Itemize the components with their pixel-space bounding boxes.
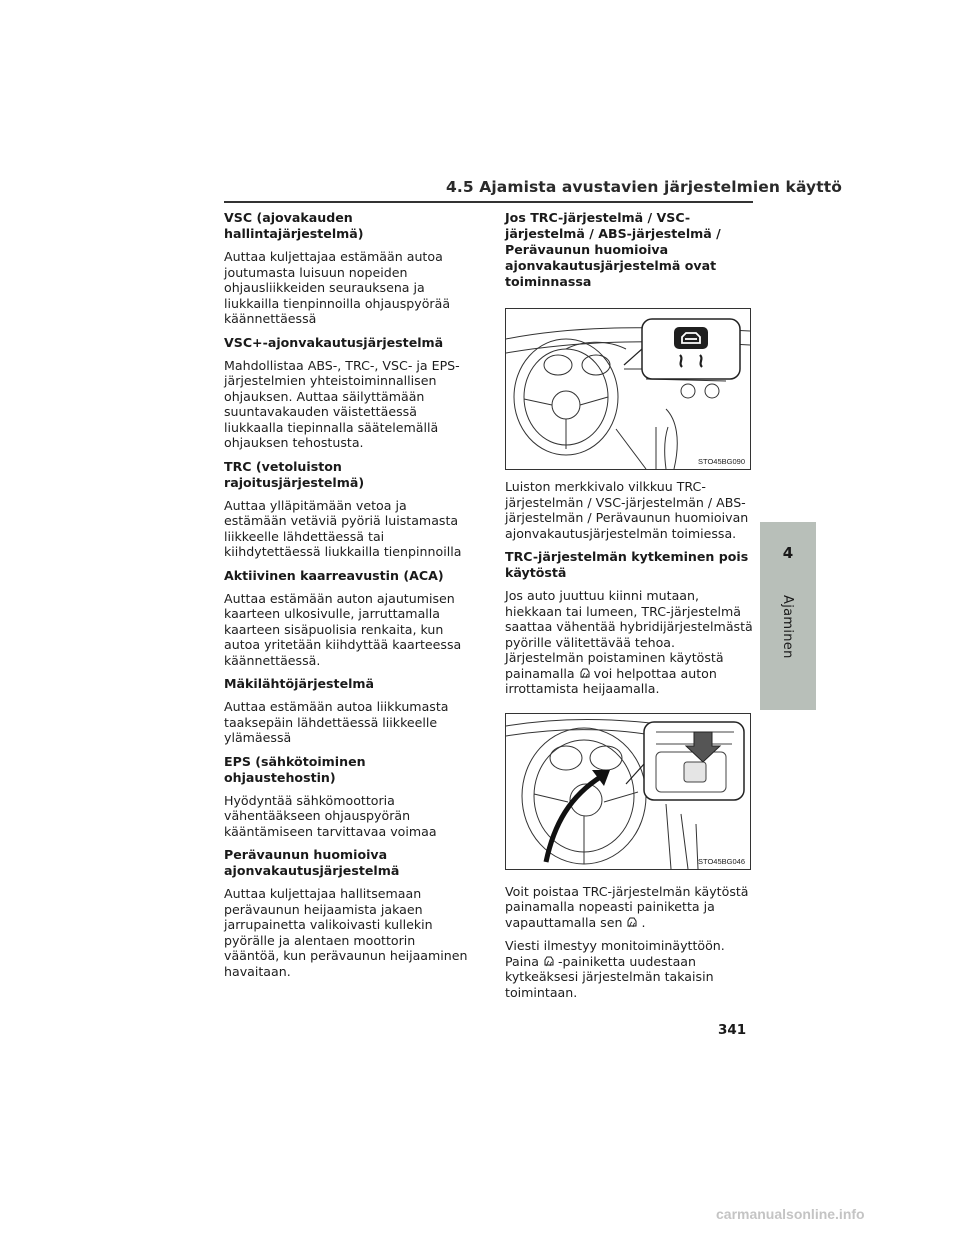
vsc-off-button-icon	[578, 666, 591, 680]
section-body-trailer-sway: Auttaa kuljettajaa hallitsemaan perävaunun heijaamista jakaen jarrupainetta valikoivasti kullekin pyörälle ja alentaen moottorin vääntöä, kun perävaunun heijaaminen havaitaan.	[224, 886, 468, 979]
watermark-text: carmanualsonline.info	[716, 1206, 865, 1222]
figure-code-1: STO45BG090	[698, 457, 745, 466]
section-heading-aca: Aktiivinen kaarreavustin (ACA)	[224, 567, 444, 583]
paragraph-stuck-vehicle-text-b: voi helpottaa auton irrottamista heijaamalla.	[505, 665, 717, 696]
section-body-hill-start: Auttaa estämään autoa liikkumasta taaksepäin lähdettäessä liikkeelle ylämäessä	[224, 699, 449, 745]
section-heading-eps: EPS (sähkötoiminen ohjaustehostin)	[224, 753, 366, 785]
page-header-title: 4.5 Ajamista avustavien järjestelmien käyttö	[446, 178, 843, 196]
section-heading-vsc: VSC (ajovakauden hallintajärjestelmä)	[224, 210, 364, 241]
header-divider	[224, 201, 753, 203]
left-column	[224, 210, 468, 987]
paragraph-message-display-text-a: Viesti ilmestyy monitoiminäyttöön. Paina	[505, 938, 725, 969]
chapter-tab-label: Ajaminen	[780, 595, 795, 659]
section-body-vsc: Auttaa kuljettajaa estämään autoa joutumasta luisuun nopeiden ohjausliikkeiden seurauksena ja liukkailla tienpinnoilla ohjauspyörää käännettäessä	[224, 249, 451, 326]
section-body-aca: Auttaa estämään auton ajautumisen kaarteen ulkosivulle, jarruttamalla kaarteen sisäpuolisia renkaita, kun autoa yritetään kiihdyttää kaarteessa käännettäessä.	[224, 590, 462, 668]
paragraph-quick-press-text-a: Voit poistaa TRC-järjestelmän käytöstä painamalla nopeasti painiketta ja vapauttamalla sen	[505, 883, 749, 930]
paragraph-stuck-vehicle-text-a: Jos auto juuttuu kiinni mutaan, hiekkaan tai lumeen, TRC-järjestelmä saattaa vähentää hybridijärjestelmästä pyörille välitettävää tehoa. Järjestelmän poistaminen käytöstä painamalla	[505, 588, 753, 681]
section-heading-trc: TRC (vetoluiston rajoitusjärjestelmä)	[224, 458, 365, 490]
steering-wheel-button-illustration	[506, 714, 750, 869]
vsc-off-button-icon	[542, 954, 555, 968]
chapter-tab-number: 4	[760, 522, 816, 585]
right-column	[505, 210, 755, 1008]
section-body-eps: Hyödyntää sähkömoottoria vähentääkseen ohjauspyörän kääntämiseen tarvittavaa voimaa	[224, 792, 437, 839]
heading-trc-off: TRC-järjestelmän kytkeminen pois käytöstä	[505, 549, 749, 580]
section-heading-hill-start: Mäkilähtöjärjestelmä	[224, 676, 375, 691]
section-body-trc: Auttaa ylläpitämään vetoa ja estämään vetäviä pyöriä luistamasta liikkeelle lähdettäessä tai kiihdytettäessä liukkailla tienpinnoilla	[224, 497, 462, 559]
section-heading-trailer-sway: Perävaunun huomioiva ajonvakautusjärjestelmä	[224, 847, 400, 878]
vsc-off-button-icon	[625, 915, 638, 929]
trc-off-button-figure	[505, 713, 751, 870]
paragraph-message-display	[505, 938, 755, 1000]
paragraph-message-display-text-b: -painiketta uudestaan kytkeäksesi järjestelmän takaisin toimintaan.	[505, 953, 714, 1000]
page-number: 341	[718, 1022, 747, 1038]
dashboard-illustration	[506, 309, 750, 469]
paragraph-indicator-flashes: Luiston merkkivalo vilkkuu TRC-järjestelmän / VSC-järjestelmän / ABS-järjestelmän / Perävaunun huomioivan ajonvakautusjärjestelmän toimiessa.	[505, 479, 749, 541]
paragraph-quick-press-text-b: .	[641, 914, 646, 930]
paragraph-quick-press	[505, 884, 755, 931]
dashboard-slip-indicator-figure	[505, 308, 751, 470]
heading-systems-active: Jos TRC-järjestelmä / VSC-järjestelmä / ABS-järjestelmä / Perävaunun huomioiva ajonvakautusjärjestelmä ovat toiminnassa	[505, 210, 721, 289]
section-heading-vsc-plus: VSC+-ajonvakautusjärjestelmä	[224, 334, 444, 350]
section-body-vsc-plus: Mahdollistaa ABS-, TRC-, VSC- ja EPS-järjestelmien yhteistoiminnallisen ohjauksen. Auttaa säilyttämään suuntavakauden väistettäessä liukkaalla tiepinnalla säätelemällä ohjauksen tehostusta.	[224, 357, 460, 450]
figure-code-2: STO45BG046	[698, 856, 745, 866]
paragraph-stuck-vehicle	[505, 588, 755, 697]
